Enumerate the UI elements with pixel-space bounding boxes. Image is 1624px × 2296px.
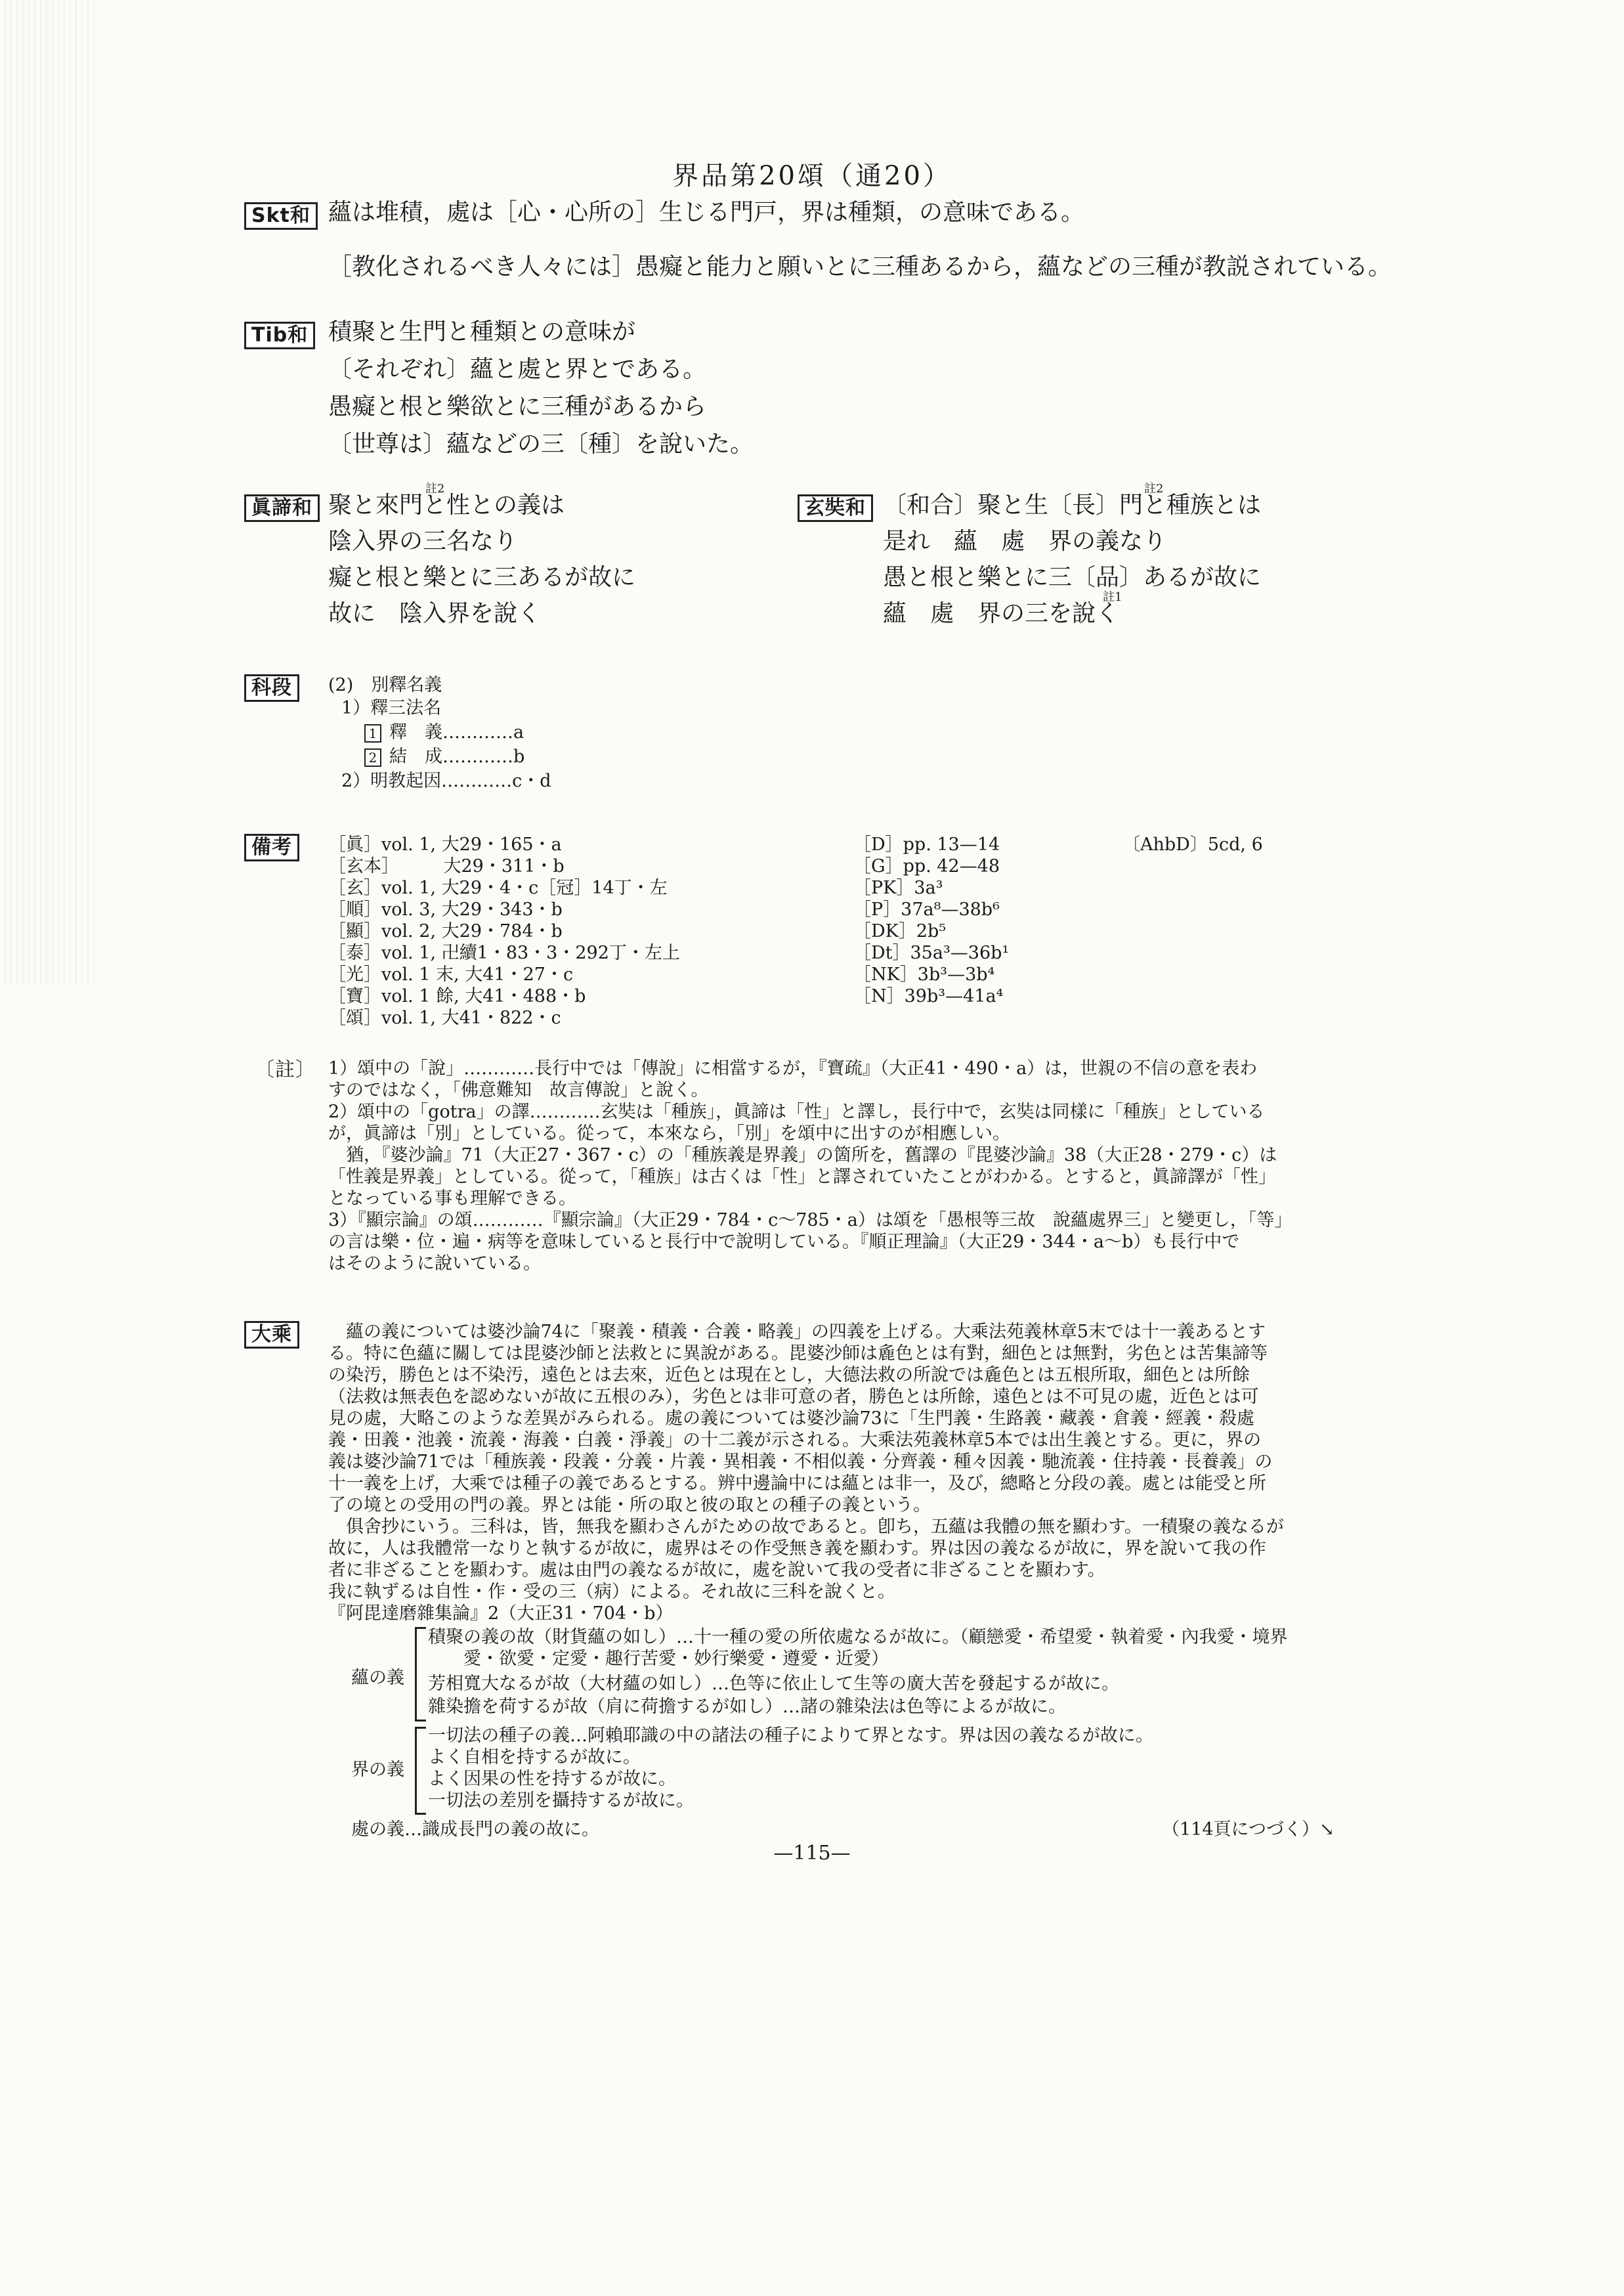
- kadan-label: 科段: [244, 674, 299, 702]
- biko-left-6: ［泰］vol. 1, 卍續1・83・3・292丁・左上: [328, 943, 680, 963]
- biko-label: 備考: [244, 834, 299, 861]
- un-label: 蘊の義: [351, 1668, 404, 1688]
- genjo-line-2: 是れ 蘊 處 界の義なり: [883, 528, 1167, 555]
- tib-line-2: 〔それぞれ〕蘊と處と界とである。: [328, 356, 707, 383]
- daijo-line-9: 了の境との受用の門の義。界とは能・所の取と彼の取との種子の義という。: [328, 1495, 931, 1515]
- notes-line-3: 2）頌中の「gotra」の譯…………玄奘は「種族」，眞諦は「性」と譯し，長行中で，玄奘は同樣に「種族」としている: [328, 1102, 1265, 1122]
- box-number-2: 2: [364, 748, 381, 767]
- biko-left-1: ［眞］vol. 1, 大29・165・a: [328, 834, 562, 855]
- tib-line-1: 積聚と生門と種類との意味が: [328, 318, 636, 345]
- scan-edge-shadow: [0, 0, 98, 985]
- shindai-line-2: 陰入界の三名なり: [328, 528, 518, 555]
- notes-line-10: はそのように說いている。: [328, 1253, 541, 1274]
- shindai-line-3: 癡と根と樂とに三あるが故に: [328, 564, 636, 591]
- kai-line-4: 一切法の差別を攝持するが故に。: [428, 1790, 694, 1811]
- notes-line-8: 3）『顯宗論』の頌…………『顯宗論』（大正29・784・c～785・a）は頌を「愚根等三故 說蘊處界三」と變更し，「等」: [328, 1210, 1293, 1230]
- biko-right-6: ［Dt］35a³—36b¹: [853, 943, 1010, 963]
- genjo-line-1: 〔和合〕聚と生〔長〕門と種族とは: [883, 492, 1262, 519]
- daijo-line-11: 故に，人は我體常一なりと執するが故に，處界はその作受無き義を顯わす。界は因の義なるが故に，界を說いて我の作: [328, 1538, 1266, 1559]
- kai-line-1: 一切法の種子の義…阿賴耶識の中の諸法の種子によりて界となす。界は因の義なるが故に。: [428, 1725, 1153, 1746]
- un-line-2: 愛・欲愛・定愛・趣行苦愛・妙行樂愛・遵愛・近愛）: [428, 1649, 889, 1669]
- biko-left-5: ［顯］vol. 2, 大29・784・b: [328, 921, 563, 942]
- kadan-line-4: 2 結 成…………b: [364, 747, 524, 767]
- notes-line-2: すのではなく，「佛意難知 故言傳說」と說く。: [328, 1080, 709, 1100]
- daijo-line-13: 我に執ずるは自性・作・受の三（病）による。それ故に三科を說くと。: [328, 1582, 895, 1602]
- shindai-note-mark: 註2: [425, 482, 445, 496]
- un-brace: [415, 1627, 426, 1722]
- sho-line: 處の義…識成長門の義の故に。: [351, 1819, 599, 1840]
- notes-line-5: 猶，『婆沙論』71（大正27・367・c）の「種族義是界義」の箇所を，舊譯の『毘婆沙論』38（大正28・279・c）は: [328, 1145, 1277, 1165]
- biko-ahbd: 〔AhbD〕5cd, 6: [1122, 834, 1263, 855]
- daijo-line-3: の染汚，勝色とは不染汚，遠色とは去來，近色とは現在とし，大德法救の所說では麁色とは五根所取，細色とは所餘: [328, 1365, 1250, 1385]
- biko-left-2: ［玄本］ 大29・311・b: [328, 856, 565, 877]
- daijo-line-6: 義・田義・池義・流義・海義・白義・淨義」の十二義が示される。大乘法苑義林章5本では出生義とする。更に，界の: [328, 1430, 1262, 1450]
- tib-line-3: 愚癡と根と樂欲とに三種があるから: [328, 393, 707, 420]
- biko-right-4: ［P］37a⁸—38b⁶: [853, 899, 1000, 920]
- notes-line-4: が，眞諦は「別」としている。從って，本來なら，「別」を頌中に出すのが相應しい。: [328, 1123, 1010, 1144]
- shindai-label: 眞諦和: [244, 494, 320, 522]
- skt-line-1: 蘊は堆積，處は［心・心所の］生じる門戸，界は種類，の意味である。: [328, 199, 1085, 226]
- un-line-4: 雜染擔を荷するが故（肩に荷擔するが如し）…諸の雜染法は色等によるが故に。: [428, 1697, 1066, 1717]
- daijo-line-7: 義は婆沙論71では「種族義・段義・分義・片義・異相義・不相似義・分齊義・種々因義・馳流義・住持義・長養義」の: [328, 1452, 1273, 1472]
- daijo-line-4: （法救は無表色を認めないが故に五根のみ），劣色とは非可意の者，勝色とは所餘，遠色とは不可見の處，近色とは可: [328, 1387, 1259, 1407]
- un-line-1: 積聚の義の故（財貨蘊の如し）…十一種の愛の所依處なるが故に。（顧戀愛・希望愛・執着愛・內我愛・境界: [428, 1627, 1288, 1647]
- biko-left-4: ［順］vol. 3, 大29・343・b: [328, 899, 563, 920]
- notes-line-1: 1）頌中の「說」…………長行中では「傳說」に相當するが，『寶疏』（大正41・490・a）は，世親の不信の意を表わ: [328, 1058, 1258, 1079]
- biko-right-3: ［PK］3a³: [853, 878, 943, 898]
- kai-line-3: よく因果の性を持するが故に。: [428, 1769, 676, 1789]
- daijo-line-12: 者に非ざることを顯わす。處は由門の義なるが故に，處を說いて我の受者に非ざることを顯わす。: [328, 1560, 1105, 1580]
- kai-line-2: よく自相を持するが故に。: [428, 1747, 641, 1767]
- biko-left-8: ［寶］vol. 1 餘, 大41・488・b: [328, 986, 586, 1007]
- box-number-1: 1: [364, 724, 381, 743]
- genjo-line-4: 蘊 處 界の三を說く: [883, 600, 1120, 627]
- daijo-line-8: 十一義を上げ，大乘では種子の義であるとする。辨中邊論中には蘊とは非一，及び，總略と分段の義。處とは能受と所: [328, 1473, 1266, 1494]
- daijo-line-1: 蘊の義については婆沙論74に「聚義・積義・合義・略義」の四義を上げる。大乘法苑義林章5末では十一義あるとす: [328, 1322, 1266, 1342]
- kadan-line-2: 1）釋三法名: [341, 698, 442, 718]
- biko-right-7: ［NK］3b³—3b⁴: [853, 964, 995, 985]
- genjo-line-3: 愚と根と樂とに三〔品〕あるが故に: [883, 564, 1262, 591]
- un-line-3: 芳相寬大なるが故（大材蘊の如し）…色等に依止して生等の廣大苦を發起するが故に。: [428, 1674, 1119, 1694]
- biko-left-7: ［光］vol. 1 末, 大41・27・c: [328, 964, 574, 985]
- daijo-line-2: る。特に色蘊に關しては毘婆沙師と法救とに異說がある。毘婆沙師は麁色とは有對，細色とは無對，劣色とは苦集諦等: [328, 1343, 1268, 1364]
- biko-right-2: ［G］pp. 42—48: [853, 856, 1000, 877]
- daijo-line-14: 『阿毘達磨雜集論』2（大正31・704・b）: [328, 1603, 673, 1624]
- daijo-label: 大乘: [244, 1321, 299, 1349]
- kadan-line-1: (2) 別釋名義: [328, 675, 442, 695]
- biko-right-1: ［D］pp. 13—14: [853, 834, 1000, 855]
- genjo-note-mark-1: 註2: [1144, 482, 1164, 496]
- biko-left-3: ［玄］vol. 1, 大29・4・c［冠］14丁・左: [328, 878, 668, 898]
- biko-left-9: ［頌］vol. 1, 大41・822・c: [328, 1008, 561, 1028]
- biko-right-5: ［DK］2b⁵: [853, 921, 947, 942]
- daijo-line-5: 見の處，大略このような差異がみられる。處の義については婆沙論73に「生門義・生路義・藏義・倉義・經義・殺處: [328, 1408, 1254, 1429]
- tib-label: Tib和: [244, 322, 315, 349]
- shindai-line-1: 聚と來門と性との義は: [328, 492, 565, 519]
- genjo-note-mark-2: 註1: [1103, 590, 1122, 604]
- genjo-label: 玄奘和: [798, 494, 873, 522]
- notes-line-7: となっている事も理解できる。: [328, 1188, 576, 1209]
- notes-line-6: 「性義是界義」としている。從って，「種族」は古くは「性」と譯されていたことがわかる。とすると，眞諦譯が「性」: [328, 1167, 1276, 1187]
- skt-line-2: ［教化されるべき人々には］愚癡と能力と願いとに三種あるから，蘊などの三種が教説されている。: [328, 253, 1392, 280]
- kai-label: 界の義: [351, 1760, 404, 1780]
- skt-label: Skt和: [244, 202, 318, 230]
- daijo-line-10: 俱舍抄にいう。三科は，皆，無我を顯わさんがための故であると。卽ち，五蘊は我體の無を顯わす。一積聚の義なるが: [328, 1517, 1284, 1537]
- biko-right-8: ［N］39b³—41a⁴: [853, 986, 1004, 1007]
- page-title: 界品第20頌（通20）: [672, 161, 952, 191]
- kadan-line-3: 1 釋 義…………a: [364, 722, 524, 743]
- notes-line-9: の言は樂・位・遍・病等を意味していると長行中で說明している。『順正理論』（大正29・344・a～b）も長行中で: [328, 1232, 1240, 1252]
- tib-line-4: 〔世尊は〕蘊などの三〔種〕を說いた。: [328, 431, 754, 458]
- continued-note: （114頁につづく）↘: [1162, 1819, 1335, 1840]
- page-number: —115—: [773, 1842, 851, 1865]
- kai-brace: [415, 1727, 426, 1815]
- shindai-line-4: 故に 陰入界を說く: [328, 600, 542, 627]
- notes-label: 〔註〕: [255, 1058, 316, 1081]
- kadan-line-5: 2）明教起因…………c・d: [341, 771, 551, 791]
